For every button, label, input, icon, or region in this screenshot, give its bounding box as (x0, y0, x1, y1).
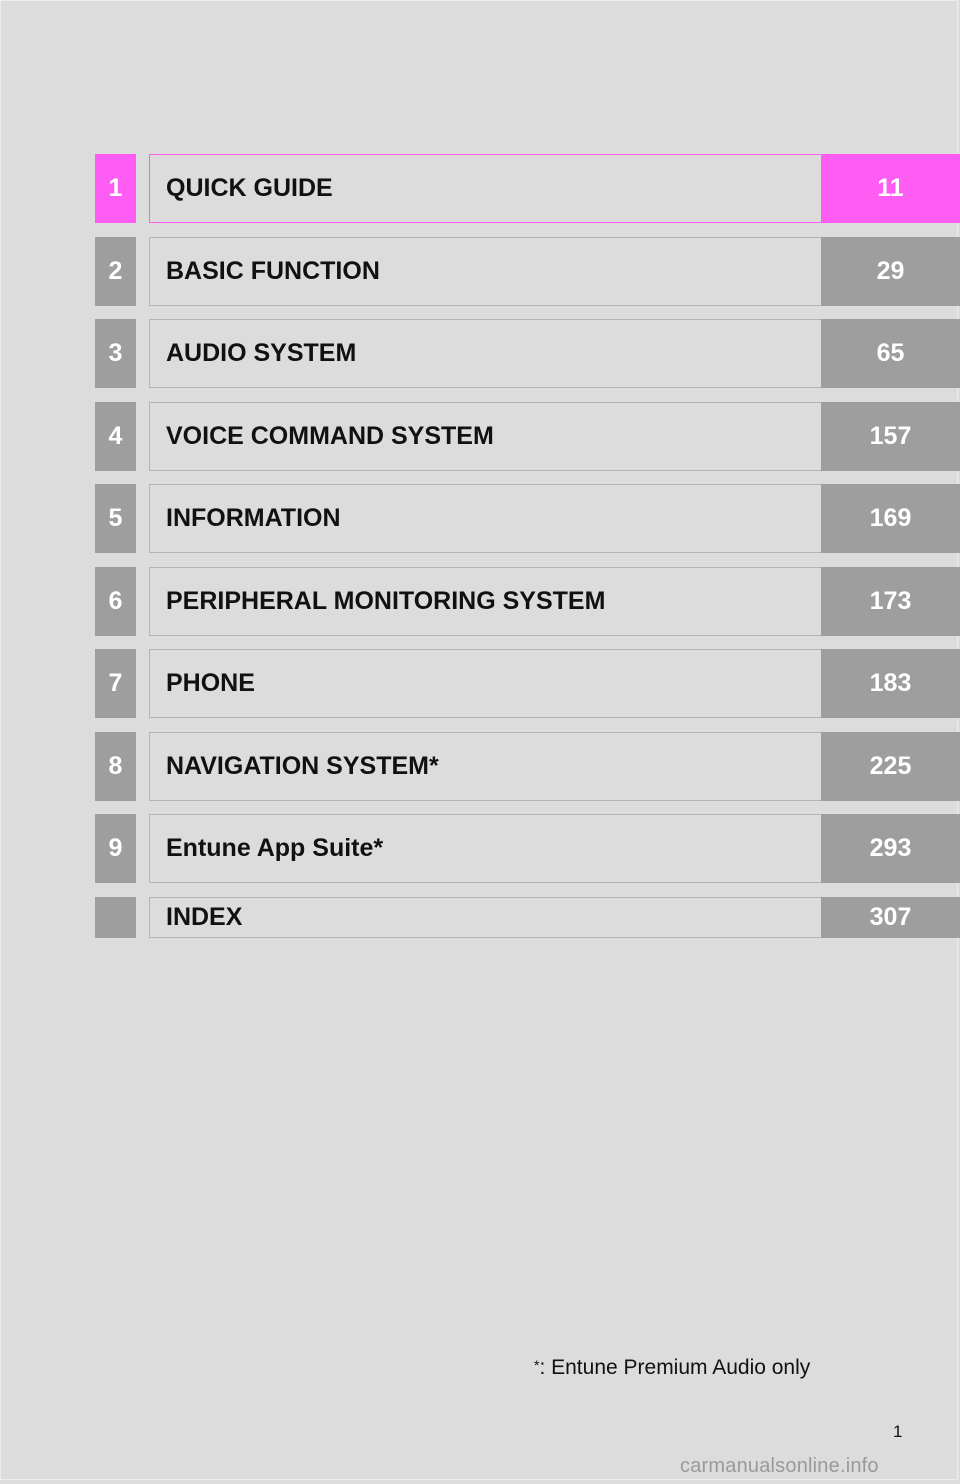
chapter-page[interactable]: 183 (821, 649, 960, 718)
chapter-title[interactable]: INFORMATION (149, 484, 821, 553)
chapter-page[interactable]: 65 (821, 319, 960, 388)
chapter-title[interactable]: AUDIO SYSTEM (149, 319, 821, 388)
chapter-page[interactable]: 173 (821, 567, 960, 636)
toc-row-voice-command-system[interactable] (0, 402, 960, 471)
chapter-page[interactable]: 29 (821, 237, 960, 306)
chapter-number: 6 (95, 567, 136, 636)
chapter-number: 5 (95, 484, 136, 553)
chapter-title[interactable]: VOICE COMMAND SYSTEM (149, 402, 821, 471)
chapter-page[interactable]: 169 (821, 484, 960, 553)
page-number: 1 (893, 1422, 903, 1441)
chapter-title[interactable]: NAVIGATION SYSTEM* (149, 732, 821, 801)
watermark: carmanualsonline.info (680, 1455, 879, 1477)
chapter-title[interactable]: PHONE (149, 649, 821, 718)
chapter-number: 3 (95, 319, 136, 388)
chapter-title[interactable]: BASIC FUNCTION (149, 237, 821, 306)
chapter-title[interactable]: Entune App Suite* (149, 814, 821, 883)
footnote-marker: * (534, 1357, 540, 1373)
toc-row-basic-function[interactable] (0, 237, 960, 306)
toc-row-quick-guide[interactable] (0, 154, 960, 223)
chapter-number: 4 (95, 402, 136, 471)
chapter-number (95, 897, 136, 938)
chapter-page[interactable]: 307 (821, 897, 960, 938)
toc-row-information[interactable] (0, 484, 960, 553)
chapter-number: 8 (95, 732, 136, 801)
chapter-number: 9 (95, 814, 136, 883)
toc-row-entune-app-suite[interactable] (0, 814, 960, 883)
chapter-number: 2 (95, 237, 136, 306)
chapter-number: 7 (95, 649, 136, 718)
chapter-number: 1 (95, 154, 136, 223)
toc-row-phone[interactable] (0, 649, 960, 718)
footnote-text: : Entune Premium Audio only (539, 1356, 811, 1379)
chapter-title[interactable]: QUICK GUIDE (149, 154, 821, 223)
chapter-title[interactable]: PERIPHERAL MONITORING SYSTEM (149, 567, 821, 636)
chapter-page[interactable]: 11 (821, 154, 960, 223)
toc-row-navigation-system[interactable] (0, 732, 960, 801)
footnote (534, 1356, 810, 1380)
toc-row-audio-system[interactable] (0, 319, 960, 388)
toc-row-index[interactable] (0, 897, 960, 938)
chapter-page[interactable]: 157 (821, 402, 960, 471)
toc-row-peripheral-monitoring-system[interactable] (0, 567, 960, 636)
chapter-page[interactable]: 293 (821, 814, 960, 883)
chapter-title[interactable]: INDEX (149, 897, 821, 938)
chapter-page[interactable]: 225 (821, 732, 960, 801)
